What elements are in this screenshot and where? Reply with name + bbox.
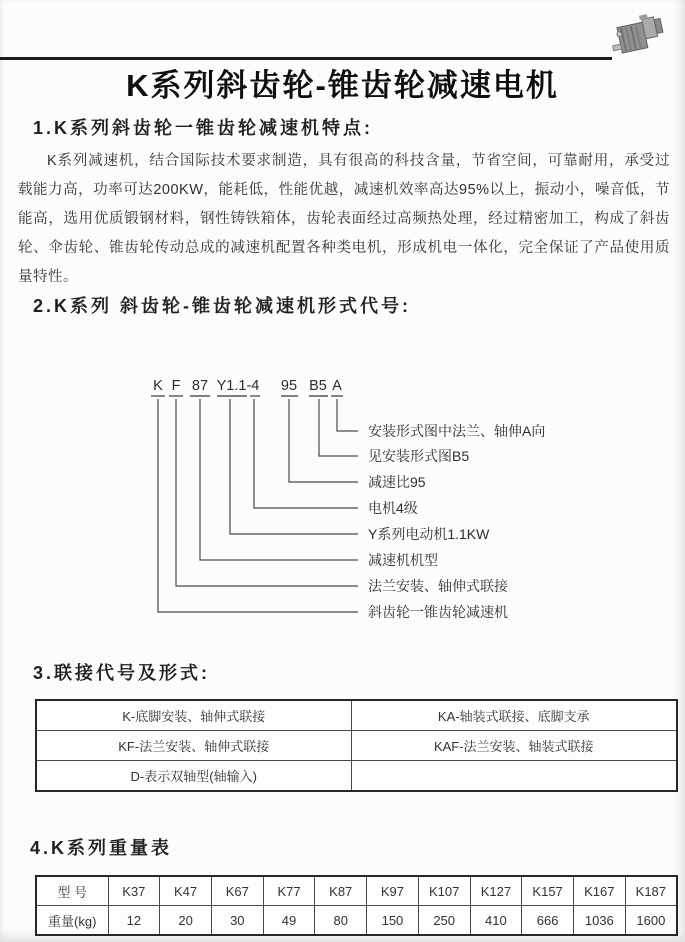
table-row <box>36 761 677 792</box>
table-cell: K127 <box>470 876 522 906</box>
table-cell: 20 <box>160 906 212 936</box>
table-cell: K97 <box>367 876 419 906</box>
table-cell: K-底脚安装、轴伸式联接 <box>36 700 351 731</box>
table-cell: D-表示双轴型(轴输入) <box>36 761 351 792</box>
code-label-series: 斜齿轮一锥齿轮减速机 <box>368 604 508 620</box>
table-cell <box>351 761 677 792</box>
section-3-heading: 3.联接代号及形式: <box>33 663 211 683</box>
table-cell: 重量(kg) <box>36 906 108 936</box>
table-cell: 30 <box>211 906 263 936</box>
code-label-b5: 见安装形式图B5 <box>368 448 470 464</box>
code-label-ratio: 减速比95 <box>368 474 426 490</box>
code-label-poles: 电机4级 <box>368 500 418 516</box>
table-cell: K47 <box>160 876 212 906</box>
weight-table <box>35 875 678 936</box>
table-cell: 250 <box>418 906 470 936</box>
section-1-heading: 1.K系列斜齿轮一锥齿轮减速机特点: <box>33 118 374 138</box>
code-label-frame: 减速机机型 <box>368 552 438 568</box>
code-part-95: 95 <box>280 378 298 394</box>
table-cell: K187 <box>625 876 677 906</box>
code-part-a: A <box>332 378 342 394</box>
table-row-models <box>36 876 677 906</box>
gear-motor-photo <box>610 10 670 60</box>
section-2-heading: 2.K系列 斜齿轮-锥齿轮减速机形式代号: <box>33 296 411 316</box>
code-label-flange: 法兰安装、轴伸式联接 <box>368 578 508 594</box>
intro-paragraph: K系列减速机，结合国际技术要求制造，具有很高的科技含量，节省空间，可靠耐用，承受过载能力高，功率可达200KW，能耗低，性能优越，减速机效率高达95%以上，振动小，噪音低，节能高，选用优质锻钢材料，钢性铸铁箱体，齿轮表面经过高频热处理，经过精密加工，构成了斜齿轮、伞齿轮、锥齿轮传动总成的减速机配置各种类电机，形成机电一体化，完全保证了产品使用质量特性。 <box>18 153 670 285</box>
code-part-y114: Y1.1-4 <box>216 378 260 394</box>
model-code-diagram <box>140 372 685 630</box>
code-part-87: 87 <box>191 378 209 394</box>
table-cell: KF-法兰安装、轴伸式联接 <box>36 731 351 761</box>
table-cell: 1036 <box>573 906 625 936</box>
code-label-motor: Y系列电动机1.1KW <box>368 526 490 542</box>
table-cell: K67 <box>211 876 263 906</box>
connection-code-table <box>35 699 678 792</box>
table-cell: K37 <box>108 876 160 906</box>
connector-lines <box>158 399 358 612</box>
table-cell: 150 <box>367 906 419 936</box>
table-cell: K167 <box>573 876 625 906</box>
code-part-b5: B5 <box>309 378 327 394</box>
table-row <box>36 700 677 731</box>
table-cell: 666 <box>522 906 574 936</box>
table-cell: 80 <box>315 906 367 936</box>
code-part-k: K <box>153 378 163 394</box>
section-4-heading: 4.K系列重量表 <box>30 838 173 858</box>
table-row <box>36 731 677 761</box>
code-part-f: F <box>171 378 181 394</box>
table-cell: KAF-法兰安装、轴装式联接 <box>351 731 677 761</box>
table-cell: K77 <box>263 876 315 906</box>
table-cell: 410 <box>470 906 522 936</box>
table-cell: K87 <box>315 876 367 906</box>
table-cell: 型 号 <box>36 876 108 906</box>
table-cell: K107 <box>418 876 470 906</box>
table-cell: KA-轴装式联接、底脚支承 <box>351 700 677 731</box>
table-row-weights <box>36 906 677 936</box>
table-cell: 49 <box>263 906 315 936</box>
code-labels <box>368 423 545 620</box>
table-cell: 1600 <box>625 906 677 936</box>
page-title: K系列斜齿轮-锥齿轮减速电机 <box>126 68 559 103</box>
code-label-mounting-a: 安装形式图中法兰、轴伸A向 <box>368 423 546 439</box>
table-cell: 12 <box>108 906 160 936</box>
table-cell: K157 <box>522 876 574 906</box>
code-string <box>153 378 342 394</box>
